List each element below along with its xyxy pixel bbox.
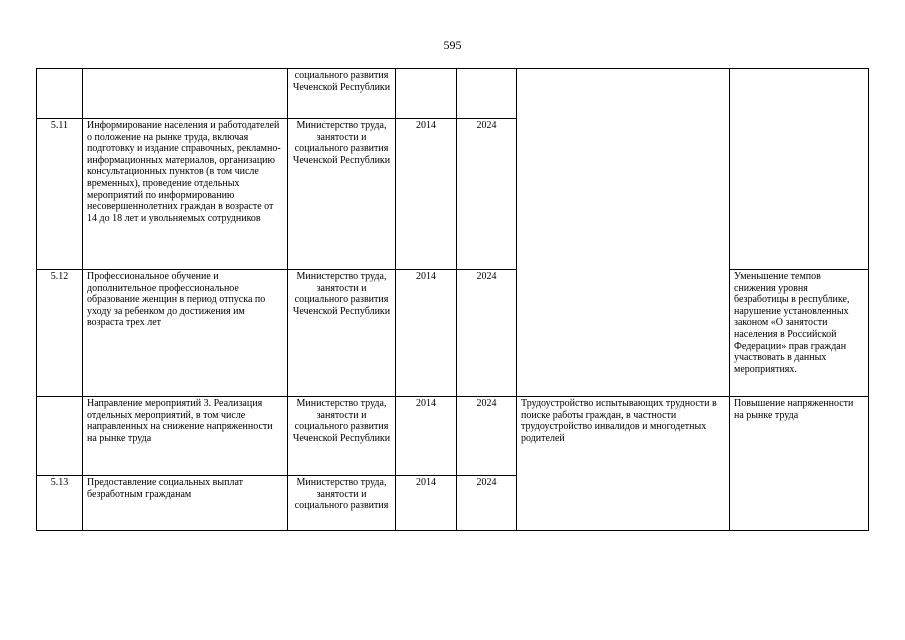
table-row <box>37 69 869 119</box>
row-number: 5.12 <box>37 270 83 397</box>
executor: Министерство труда, занятости и социального развития <box>288 476 396 531</box>
end-year <box>457 69 517 119</box>
measure-name: Профессиональное обучение и дополнительное профессиональное образование женщин в период отпуска по уходу за ребенком до достижения им возраста трех лет <box>83 270 288 397</box>
page-number: 595 <box>443 38 462 52</box>
measures-table <box>36 68 869 531</box>
end-year: 2024 <box>457 270 517 397</box>
row-number: 5.11 <box>37 119 83 270</box>
start-year <box>396 69 457 119</box>
expected-result <box>517 69 730 397</box>
measure-name: Информирование населения и работодателей о положение на рынке труда, включая подготовку и издание справочных, рекламно-информационных материалов, организацию консультационных пунктов (в том числе временных), проведение отдельных мероприятий по информированию несовершеннолетних граждан в возрасте от 14 до 18 лет и увольняемых сотрудников <box>83 119 288 270</box>
indicator: Повышение напряженности на рынке труда <box>730 397 869 531</box>
executor: Министерство труда, занятости и социального развития Чеченской Республики <box>288 270 396 397</box>
start-year: 2014 <box>396 476 457 531</box>
end-year: 2024 <box>457 476 517 531</box>
measure-name: Предоставление социальных выплат безработным гражданам <box>83 476 288 531</box>
start-year: 2014 <box>396 119 457 270</box>
row-number <box>37 397 83 476</box>
start-year: 2014 <box>396 397 457 476</box>
executor: социального развития Чеченской Республики <box>288 69 396 119</box>
table-row <box>37 397 869 476</box>
end-year: 2024 <box>457 397 517 476</box>
expected-result: Трудоустройство испытывающих трудности в поиске работы граждан, в частности трудоустройство инвалидов и многодетных родителей <box>517 397 730 531</box>
row-number: 5.13 <box>37 476 83 531</box>
indicator: Уменьшение темпов снижения уровня безработицы в республике, нарушение установленных законом «О занятости населения в Российской Федерации» прав граждан участвовать в данных мероприятиях. <box>730 270 869 397</box>
executor: Министерство труда, занятости и социального развития Чеченской Республики <box>288 397 396 476</box>
start-year: 2014 <box>396 270 457 397</box>
measure-name: Направление мероприятий 3. Реализация отдельных мероприятий, в том числе направленных на снижение напряженности на рынке труда <box>83 397 288 476</box>
executor: Министерство труда, занятости и социального развития Чеченской Республики <box>288 119 396 270</box>
table-row <box>37 270 869 397</box>
indicator <box>730 69 869 270</box>
measure-name <box>83 69 288 119</box>
end-year: 2024 <box>457 119 517 270</box>
row-number <box>37 69 83 119</box>
